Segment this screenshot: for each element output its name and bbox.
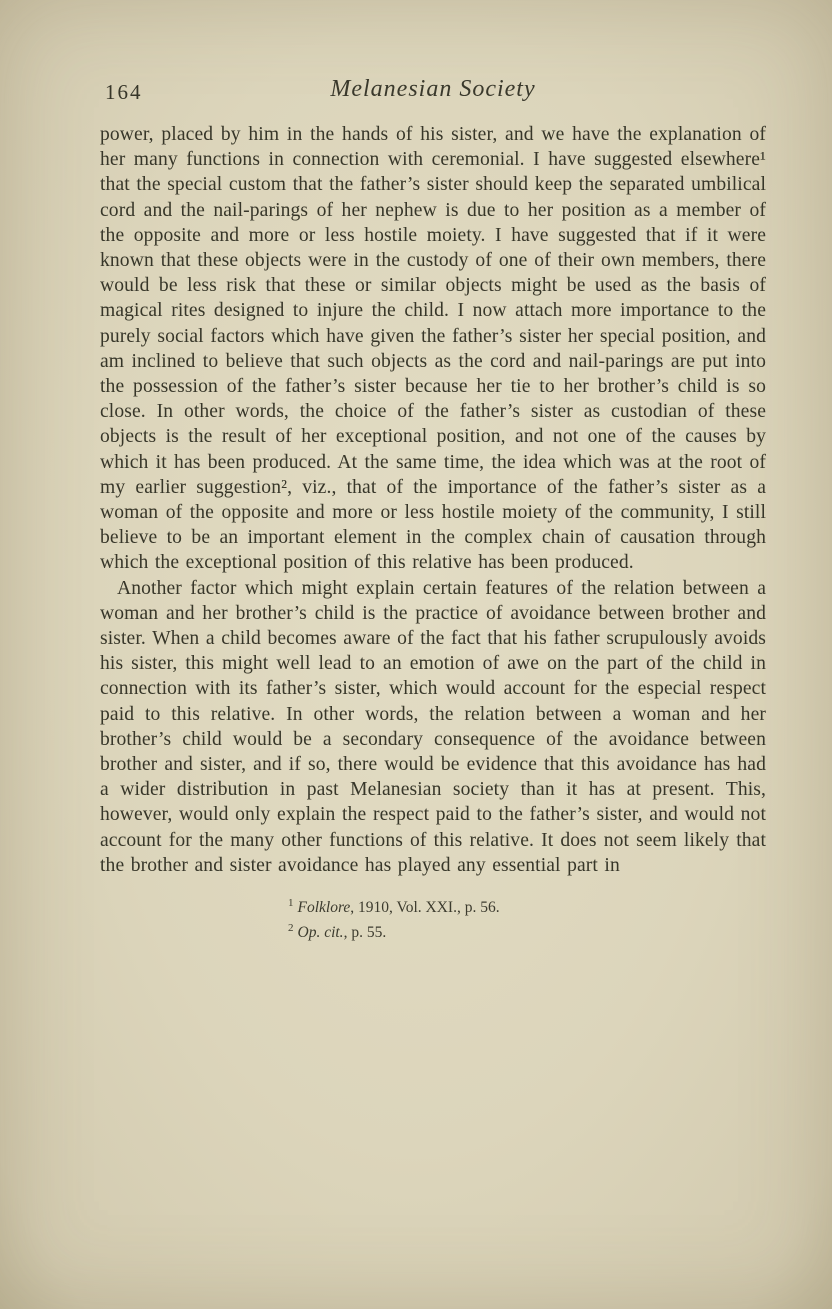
- footnote-1-work-title: Folklore: [297, 899, 351, 917]
- footnote-2: [288, 918, 766, 943]
- footnote-1-marker: 1: [288, 897, 294, 910]
- running-title: Melanesian Society: [330, 76, 536, 102]
- footnote-2-text: , p. 55.: [343, 924, 387, 942]
- footnotes: [288, 893, 766, 943]
- footnote-1: [288, 893, 766, 918]
- page-body: [100, 122, 766, 878]
- page-number: 164: [105, 80, 143, 104]
- page-header: [100, 76, 766, 112]
- footnote-2-marker: 2: [288, 922, 294, 935]
- footnote-2-work-title: Op. cit.: [297, 924, 344, 942]
- paragraph-2: Another factor which might explain certain features of the relation between a woman and her brother’s child is the practice of avoidance between brother and sister. When a child becomes aware of the fact that his father scrupulously avoids his sister, this might well lead to an emotion of awe on the part of the child in connection with its father’s sister, which would account for the especial respect paid to this relative. In other words, the relation between a woman and her brother’s child would be a secondary consequence of the avoidance between brother and sister, and if so, there would be evidence that this avoidance has had a wider distribution in past Melanesian society than it has at present. This, however, would only explain the respect paid to the father’s sister, and would not account for the many other functions of this relative. It does not seem likely that the brother and sister avoidance has played any essential part in: [100, 577, 766, 876]
- footnote-1-text: , 1910, Vol. XXI., p. 56.: [350, 899, 500, 917]
- paragraph-1: power, placed by him in the hands of his sister, and we have the explanation of her many functions in connection with ceremonial. I have suggested elsewhere¹ that the special custom that the father’s sister should keep the separated umbilical cord and the nail-parings of her nephew is due to her position as a member of the opposite and more or less hostile moiety. I have suggested that if it were known that these objects were in the custody of one of their own members, there would be less risk that these or similar objects might be used as the basis of magical rites designed to injure the child. I now attach more importance to the purely social factors which have given the father’s sister her special position, and am inclined to believe that such objects as the cord and nail-parings are put into the possession of the father’s sister because her tie to her brother’s child is so close. In other words, the choice of the father’s sister as custodian of these objects is the result of her exceptional position, and not one of the causes by which it has been produced. At the same time, the idea which was at the root of my earlier suggestion², viz., that of the importance of the father’s sister as a woman of the opposite and more or less hostile moiety of the community, I still believe to be an important element in the complex chain of causation through which the exceptional position of this relative has been produced.: [100, 124, 766, 574]
